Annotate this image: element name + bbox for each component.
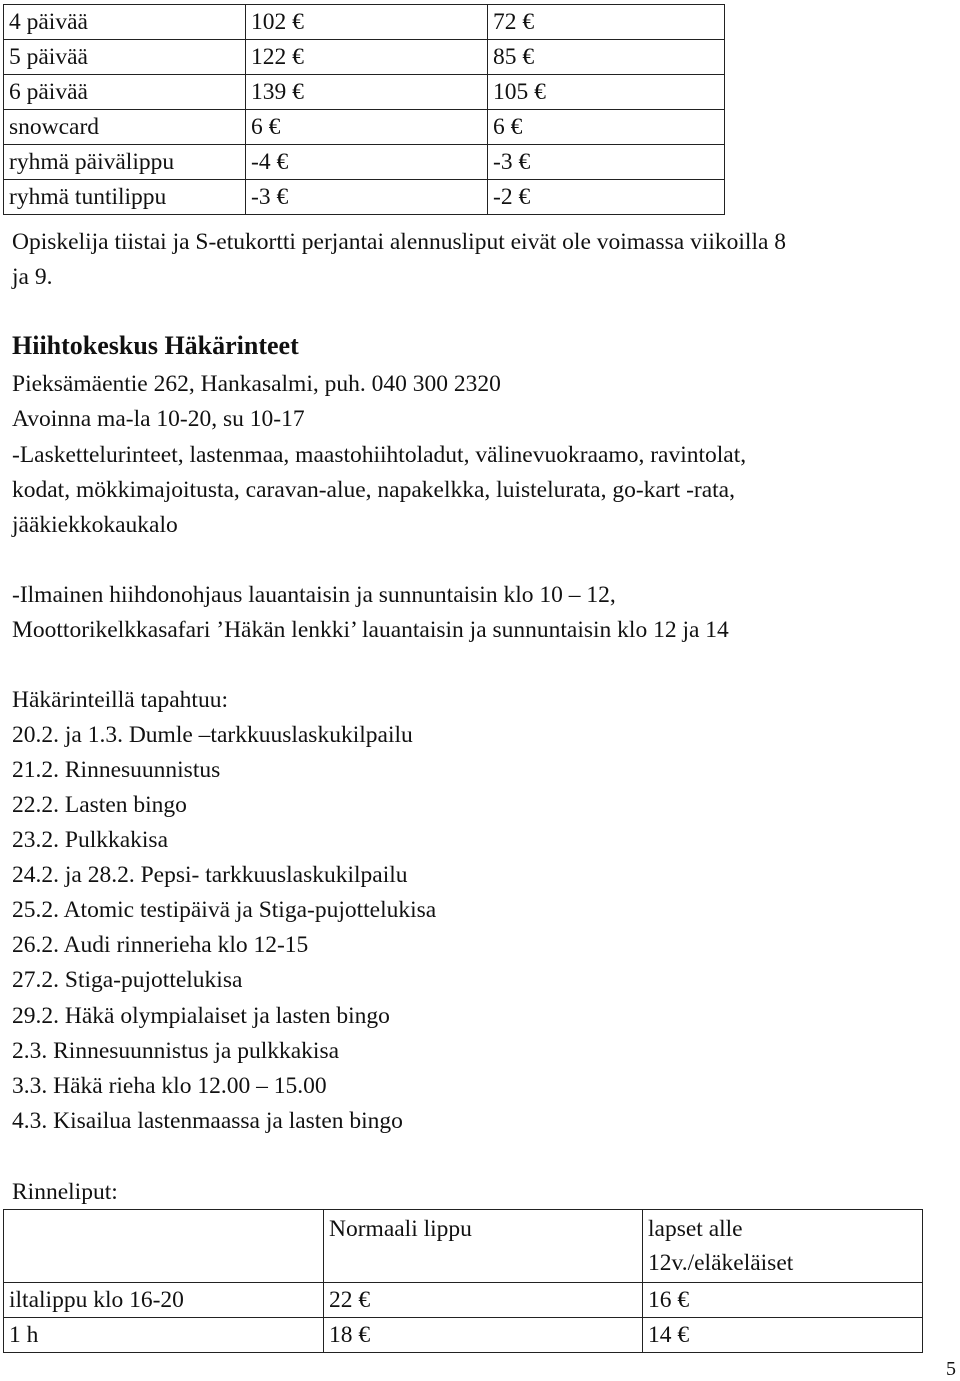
table-cell: 105 € [488, 75, 725, 110]
table-cell: -3 € [246, 180, 488, 215]
table-row [4, 145, 725, 180]
table-cell: ryhmä tuntilippu [4, 180, 246, 215]
table-header-cell [4, 1210, 324, 1283]
table-cell: 6 € [488, 110, 725, 145]
table-cell: snowcard [4, 110, 246, 145]
table-row [4, 1283, 923, 1318]
table-cell: 5 päivää [4, 40, 246, 75]
table-cell: 139 € [246, 75, 488, 110]
resort-address: Pieksämäentie 262, Hankasalmi, puh. 040 300 2320 [12, 371, 501, 397]
table-cell: 14 € [643, 1318, 923, 1353]
event-item: 24.2. ja 28.2. Pepsi- tarkkuuslaskukilpailu [12, 862, 408, 888]
event-item: 3.3. Häkä rieha klo 12.00 – 15.00 [12, 1073, 327, 1099]
resort-services-line-1: -Laskettelurinteet, lastenmaa, maastohiihtoladut, välinevuokraamo, ravintolat, [12, 442, 747, 468]
event-item: 23.2. Pulkkakisa [12, 827, 169, 853]
resort-services-line-3: jääkiekkokaukalo [12, 512, 178, 538]
table-cell: 122 € [246, 40, 488, 75]
price-table-top [3, 4, 725, 215]
event-item: 25.2. Atomic testipäivä ja Stiga-pujottelukisa [12, 897, 437, 923]
table-cell: 72 € [488, 5, 725, 40]
events-heading: Häkärinteillä tapahtuu: [12, 687, 228, 713]
table-header-cell: Normaali lippu [324, 1210, 643, 1283]
notice-line-2: ja 9. [12, 264, 53, 290]
resort-offer-line-2: Moottorikelkkasafari ’Häkän lenkki’ lauantaisin ja sunnuntaisin klo 12 ja 14 [12, 617, 729, 643]
table-header-cell [643, 1210, 923, 1283]
table-row [4, 180, 725, 215]
event-item: 29.2. Häkä olympialaiset ja lasten bingo [12, 1003, 390, 1029]
table-cell: 16 € [643, 1283, 923, 1318]
table-cell: 4 päivää [4, 5, 246, 40]
table-cell: 1 h [4, 1318, 324, 1353]
table-cell: ryhmä päivälippu [4, 145, 246, 180]
event-item: 27.2. Stiga-pujottelukisa [12, 967, 243, 993]
event-item: 22.2. Lasten bingo [12, 792, 187, 818]
resort-hours: Avoinna ma-la 10-20, su 10-17 [12, 406, 305, 432]
table-cell: iltalippu klo 16-20 [4, 1283, 324, 1318]
table-cell: 18 € [324, 1318, 643, 1353]
event-item: 21.2. Rinnesuunnistus [12, 757, 221, 783]
lift-tickets-heading: Rinneliput: [12, 1179, 118, 1205]
table-cell: 85 € [488, 40, 725, 75]
table-row [4, 110, 725, 145]
event-item: 26.2. Audi rinnerieha klo 12-15 [12, 932, 309, 958]
lift-ticket-table [3, 1209, 923, 1353]
header-line: 12v./eläkeläiset [648, 1250, 794, 1276]
table-row [4, 40, 725, 75]
table-row [4, 1318, 923, 1353]
resort-title: Hiihtokeskus Häkärinteet [12, 331, 299, 360]
table-cell: 6 € [246, 110, 488, 145]
table-row [4, 5, 725, 40]
table-row [4, 75, 725, 110]
table-cell: 6 päivää [4, 75, 246, 110]
resort-services-line-2: kodat, mökkimajoitusta, caravan-alue, napakelkka, luistelurata, go-kart -rata, [12, 477, 735, 503]
header-line: lapset alle [648, 1216, 743, 1242]
table-cell: 102 € [246, 5, 488, 40]
table-cell: -2 € [488, 180, 725, 215]
table-cell: -3 € [488, 145, 725, 180]
event-item: 2.3. Rinnesuunnistus ja pulkkakisa [12, 1038, 340, 1064]
page-number: 5 [946, 1358, 956, 1380]
event-item: 4.3. Kisailua lastenmaassa ja lasten bingo [12, 1108, 403, 1134]
event-item: 20.2. ja 1.3. Dumle –tarkkuuslaskukilpailu [12, 722, 413, 748]
table-header-row [4, 1210, 923, 1283]
table-cell: 22 € [324, 1283, 643, 1318]
notice-line-1: Opiskelija tiistai ja S-etukortti perjantai alennusliput eivät ole voimassa viikoilla 8 [12, 229, 787, 255]
table-cell: -4 € [246, 145, 488, 180]
resort-offer-line-1: -Ilmainen hiihdonohjaus lauantaisin ja sunnuntaisin klo 10 – 12, [12, 582, 616, 608]
